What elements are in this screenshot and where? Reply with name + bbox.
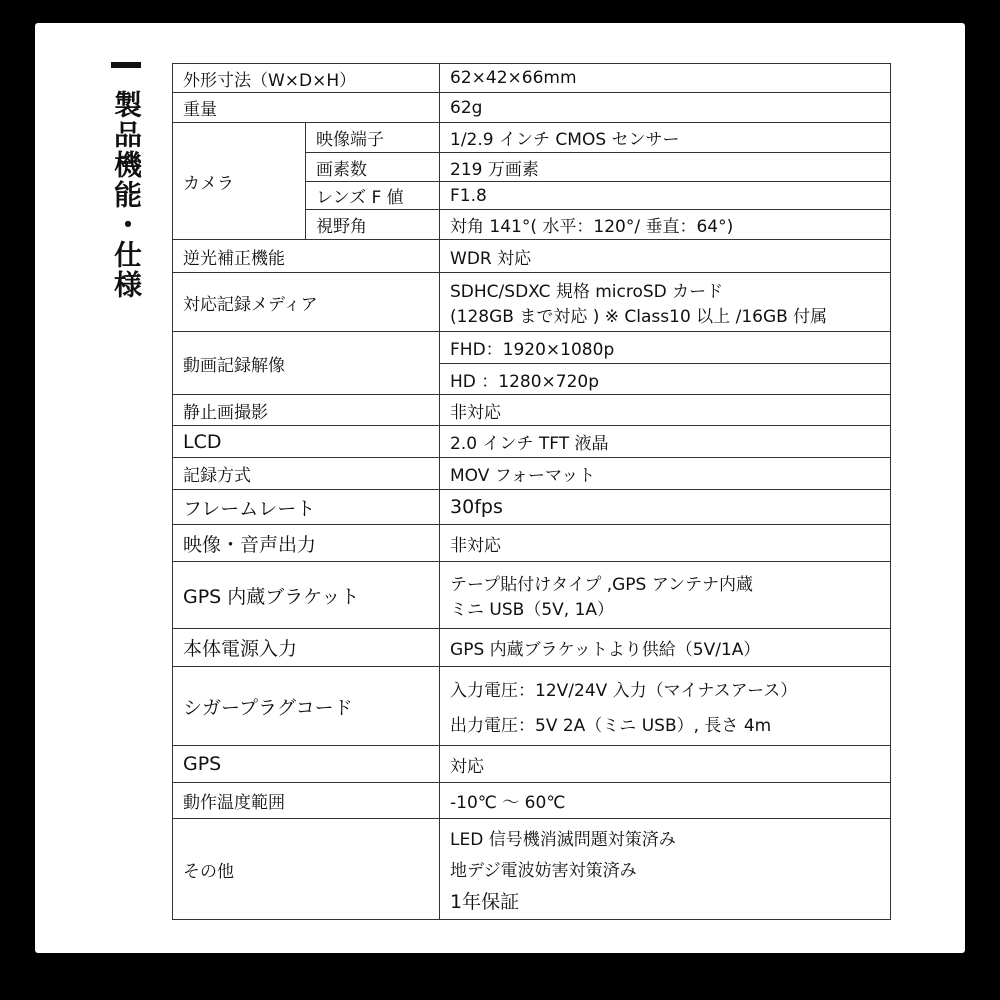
row-value [440,667,891,746]
row-value: 2.0 インチ TFT 液晶 [440,426,891,458]
row-label: その他 [173,819,440,920]
row-value: 219 万画素 [440,153,891,182]
row-label: 対応記録メディア [173,273,440,332]
table-row [173,629,891,667]
table-row [173,458,891,490]
table-row [173,240,891,273]
row-label: 記録方式 [173,458,440,490]
table-row [173,819,891,920]
table-row [173,273,891,332]
row-label: GPS 内蔵ブラケット [173,562,440,629]
row-label: フレームレート [173,490,440,525]
table-row [173,426,891,458]
row-label: シガープラグコード [173,667,440,746]
sub-label: 映像端子 [306,123,440,153]
sub-label: 視野角 [306,210,440,240]
row-value: 非対応 [440,525,891,562]
row-value: GPS 内蔵ブラケットより供給（5V/1A） [440,629,891,667]
value-line: 入力電圧：12V/24V 入力（マイナスアース） [450,681,798,701]
row-value: WDR 対応 [440,240,891,273]
table-row [173,667,891,746]
table-row [173,332,891,364]
row-label: 逆光補正機能 [173,240,440,273]
row-value: F1.8 [440,182,891,210]
row-label: 静止画撮影 [173,395,440,426]
row-label: 映像・音声出力 [173,525,440,562]
table-row [173,783,891,819]
row-value: 30fps [440,490,891,525]
row-label: GPS [173,746,440,783]
value-line: 出力電圧：5V 2A（ミニ USB）, 長さ 4m [450,716,772,736]
value-line: 地デジ電波妨害対策済み [450,860,637,881]
row-value: MOV フォーマット [440,458,891,490]
table-row [173,746,891,783]
value-line: ミニ USB（5V, 1A） [450,600,615,620]
value-line: テープ貼付けタイプ ,GPS アンテナ内蔵 [450,575,754,595]
row-value: 非対応 [440,395,891,426]
table-row [173,562,891,629]
title-bar-decoration [111,62,141,68]
value-line: SDHC/SDXC 規格 microSD カード [450,282,724,302]
row-value: -10℃ ～ 60℃ [440,783,891,819]
row-value [440,819,891,920]
page-title: 製品機能・仕様 [110,90,143,300]
spec-table [172,63,891,920]
row-label: 本体電源入力 [173,629,440,667]
table-row [173,395,891,426]
sub-label: レンズ F 値 [306,182,440,210]
row-value: FHD：1920×1080p [440,332,891,364]
row-value [440,562,891,629]
row-label: 外形寸法（W×D×H） [173,64,440,93]
row-label-camera: カメラ [173,123,306,240]
row-label: 重量 [173,93,440,123]
row-value: 1/2.9 インチ CMOS センサー [440,123,891,153]
table-row [173,93,891,123]
row-value [440,273,891,332]
value-line: (128GB まで対応 ) ※ Class10 以上 /16GB 付属 [450,307,828,327]
row-label: LCD [173,426,440,458]
row-value: 対角 141°( 水平：120°/ 垂直：64°) [440,210,891,240]
value-line: 1年保証 [450,890,520,913]
table-row [173,525,891,562]
row-value: 62×42×66mm [440,64,891,93]
table-row [173,64,891,93]
value-line: LED 信号機消滅問題対策済み [450,829,676,850]
row-label: 動作温度範囲 [173,783,440,819]
row-label: 動画記録解像 [173,332,440,395]
row-value: 対応 [440,746,891,783]
row-value: HD ：1280×720p [440,364,891,395]
table-row [173,123,891,153]
table-row [173,490,891,525]
sub-label: 画素数 [306,153,440,182]
side-title [108,62,144,300]
row-value: 62g [440,93,891,123]
